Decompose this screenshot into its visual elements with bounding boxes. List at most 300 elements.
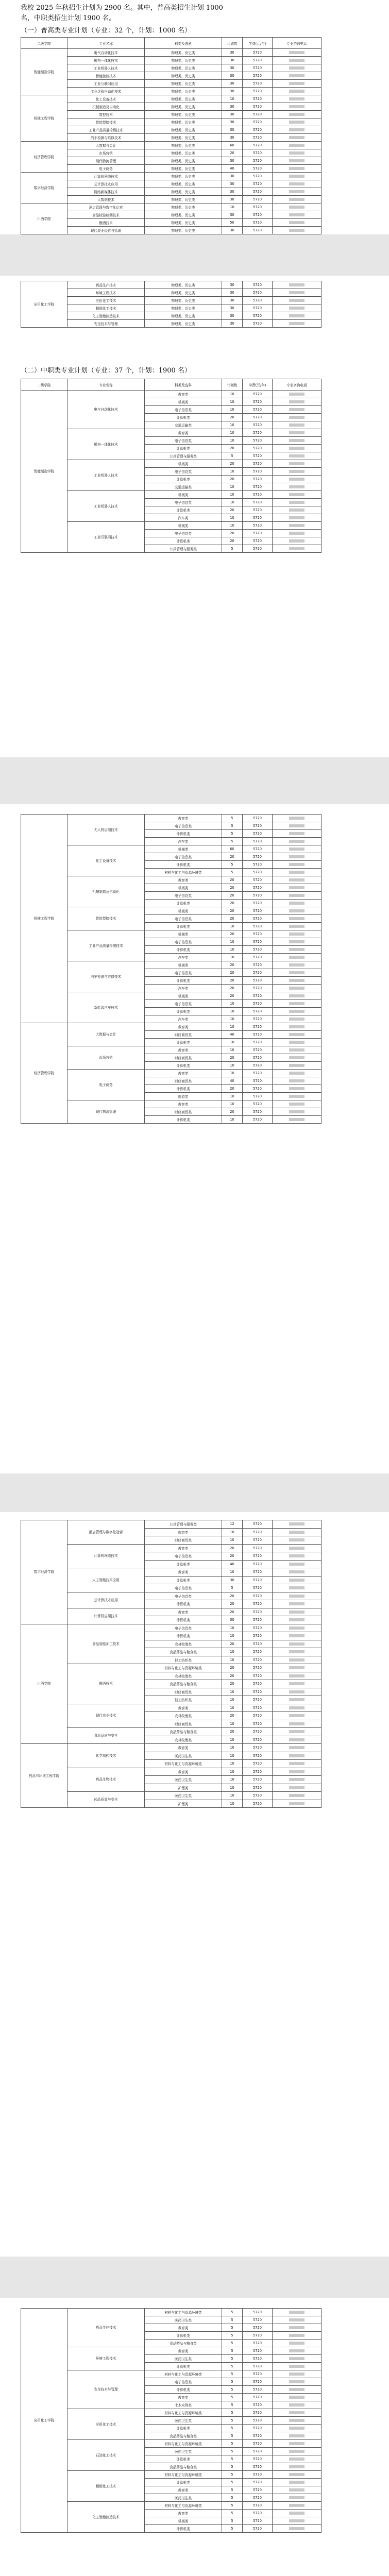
- contact-phone-redacted: [273, 915, 322, 923]
- fee-cell: 5720: [243, 149, 273, 157]
- contact-phone-redacted: [273, 391, 322, 398]
- redacted-phone: [289, 51, 305, 54]
- redacted-phone: [289, 90, 305, 93]
- redacted-phone: [289, 1579, 305, 1582]
- fee-cell: 5720: [243, 227, 273, 234]
- contact-phone-redacted: [273, 853, 322, 861]
- contact-phone-redacted: [273, 1031, 322, 1039]
- contact-phone-redacted: [273, 830, 322, 838]
- plan-count-cell: 10: [222, 1688, 243, 1696]
- contact-phone-redacted: [273, 1656, 322, 1664]
- plan-count-cell: 10: [222, 938, 243, 946]
- plan-count-cell: 30: [222, 312, 243, 320]
- subject-category-cell: 教育类: [145, 815, 222, 822]
- redacted-phone: [289, 824, 305, 827]
- fee-cell: 5720: [243, 499, 273, 506]
- redacted-phone: [289, 2342, 305, 2345]
- plan-count-cell: 10: [222, 1720, 243, 1728]
- plan-count-cell: 5: [222, 2386, 243, 2394]
- subject-category-cell: 计算机类: [145, 1560, 222, 1568]
- plan-count-cell: 10: [222, 514, 243, 522]
- redacted-phone: [289, 509, 305, 512]
- major-cell: 数控技术: [67, 111, 145, 118]
- contact-phone-redacted: [273, 946, 322, 954]
- fee-cell: 5720: [243, 126, 273, 134]
- subject-category-cell: 计算机类: [145, 2479, 222, 2486]
- plan-count-cell: 10: [222, 954, 243, 961]
- subject-category-cell: 教育类: [145, 2510, 222, 2517]
- major-cell: 精细化工技术: [67, 304, 145, 312]
- subject-category-cell: 轻工纺织类: [145, 1696, 222, 1704]
- page-gap: [0, 234, 389, 276]
- contact-phone-redacted: [273, 421, 322, 429]
- major-cell: 工业机器人技术: [67, 491, 145, 522]
- contact-phone-redacted: [273, 900, 322, 907]
- college-cell: 川酒学院: [21, 1624, 67, 1744]
- contact-phone-redacted: [273, 49, 322, 57]
- fee-cell: 5720: [243, 297, 273, 304]
- redacted-phone: [289, 1770, 305, 1773]
- plan-count-cell: 10: [222, 1768, 243, 1776]
- redacted-phone: [289, 1714, 305, 1717]
- redacted-phone: [289, 1079, 305, 1082]
- redacted-phone: [289, 1547, 305, 1550]
- subject-category-cell: 计算机类: [145, 2525, 222, 2533]
- major-cell: 现代农业经营与管理: [67, 227, 145, 234]
- contact-phone-redacted: [273, 2340, 322, 2347]
- plan-count-cell: 30: [222, 173, 243, 180]
- plan-count-cell: 30: [222, 196, 243, 204]
- redacted-phone: [289, 956, 305, 959]
- subject-category-cell: 电子信息类: [145, 915, 222, 923]
- subject-category-cell: 教育类: [145, 1070, 222, 1077]
- redacted-phone: [289, 1056, 305, 1059]
- subject-category-cell: 电子信息类: [145, 1000, 222, 1008]
- redacted-phone: [289, 840, 305, 843]
- plan-count-cell: 40: [222, 165, 243, 173]
- column-header: 科类及选科: [145, 38, 222, 49]
- redacted-phone: [289, 532, 305, 535]
- fee-cell: 5720: [243, 1664, 273, 1672]
- major-cell: 新能源汽车技术: [67, 992, 145, 1023]
- redacted-phone: [289, 416, 305, 419]
- subject-category-cell: 汽车类: [145, 1015, 222, 1023]
- major-cell: 石油化工技术: [67, 2440, 145, 2471]
- redacted-phone: [289, 1690, 305, 1693]
- contact-phone-redacted: [273, 165, 322, 173]
- fee-cell: 5720: [243, 1600, 273, 1608]
- plan-count-cell: 5: [222, 1584, 243, 1592]
- column-header: 科类及选科: [145, 379, 222, 391]
- subject-cell: 物理类、历史类: [145, 126, 222, 134]
- page-gap: [0, 757, 389, 804]
- contact-phone-redacted: [273, 95, 322, 103]
- subject-category-cell: 计算机类: [145, 946, 222, 954]
- plan-count-cell: 10: [222, 491, 243, 499]
- fee-cell: 5720: [243, 312, 273, 320]
- major-cell: 食品检验检测技术: [67, 211, 145, 219]
- subject-cell: 物理类、历史类: [145, 134, 222, 142]
- redacted-phone: [289, 2349, 305, 2352]
- subject-category-cell: 汽车类: [145, 985, 222, 992]
- plan-count-cell: 10: [222, 522, 243, 530]
- fee-cell: 5720: [243, 1704, 273, 1712]
- subject-category-cell: 材料与化工与资源环境类: [145, 2502, 222, 2510]
- plan-count-cell: 20: [222, 537, 243, 545]
- table-row: [21, 1520, 322, 1529]
- subject-category-cell: 食品药品与粮食类: [145, 2463, 222, 2471]
- redacted-phone: [289, 439, 305, 442]
- major-cell: 工业互联网技术: [67, 522, 145, 553]
- subject-category-cell: 计算机类: [145, 2386, 222, 2394]
- redacted-phone: [289, 175, 305, 178]
- contact-phone-redacted: [273, 289, 322, 297]
- redacted-phone: [289, 1618, 305, 1621]
- redacted-phone: [289, 524, 305, 527]
- redacted-phone: [289, 909, 305, 912]
- subject-cell: 物理类、历史类: [145, 80, 222, 88]
- fee-cell: 5720: [243, 1568, 273, 1577]
- major-cell: 计算机应用技术: [67, 1608, 145, 1624]
- plan-count-cell: 10: [222, 429, 243, 437]
- fee-cell: 5720: [243, 1800, 273, 1808]
- fee-cell: 5720: [243, 1046, 273, 1054]
- contact-phone-redacted: [273, 861, 322, 869]
- redacted-phone: [289, 2380, 305, 2383]
- subject-category-cell: 食品药品与粮食类: [145, 1728, 222, 1736]
- contact-phone-redacted: [273, 64, 322, 72]
- plan-count-cell: 20: [222, 1552, 243, 1561]
- fee-cell: 5720: [243, 95, 273, 103]
- table3-table: [21, 379, 322, 553]
- fee-cell: 5720: [243, 822, 273, 830]
- plan-count-cell: 20: [222, 445, 243, 452]
- intro-text: [21, 3, 371, 24]
- major-cell: 食品智能加工技术: [67, 1624, 145, 1664]
- contact-phone-redacted: [273, 1584, 322, 1592]
- subject-category-cell: 材料与化工与资源环境类: [145, 2440, 222, 2448]
- contact-phone-redacted: [273, 530, 322, 537]
- contact-phone-redacted: [273, 204, 322, 211]
- contact-phone-redacted: [273, 406, 322, 414]
- subject-category-cell: 农林牧渔类: [145, 1672, 222, 1680]
- major-cell: 工业过程自动化技术: [67, 88, 145, 95]
- plan-count-cell: 10: [222, 946, 243, 954]
- fee-cell: 5720: [243, 522, 273, 530]
- contact-phone-redacted: [273, 2355, 322, 2363]
- contact-phone-redacted: [273, 2332, 322, 2340]
- fee-cell: 5720: [243, 2332, 273, 2340]
- contact-phone-redacted: [273, 1760, 322, 1768]
- contact-phone-redacted: [273, 1544, 322, 1552]
- column-header: 二级学院: [21, 38, 67, 49]
- redacted-phone: [289, 2357, 305, 2360]
- fee-cell: 5720: [243, 173, 273, 180]
- plan-count-cell: 10: [222, 1100, 243, 1108]
- contact-phone-redacted: [273, 126, 322, 134]
- contact-phone-redacted: [273, 545, 322, 553]
- contact-phone-redacted: [273, 1000, 322, 1008]
- plan-count-cell: 5: [222, 2355, 243, 2363]
- contact-phone-redacted: [273, 476, 322, 483]
- subject-category-cell: 教育类: [145, 1608, 222, 1616]
- column-header: 学费(元/年): [243, 379, 273, 391]
- fee-cell: 5720: [243, 892, 273, 900]
- column-header: 专业名称: [67, 379, 145, 391]
- contact-phone-redacted: [273, 1672, 322, 1680]
- plan-count-cell: 20: [222, 892, 243, 900]
- subject-cell: 物理类、历史类: [145, 304, 222, 312]
- fee-cell: 5720: [243, 1776, 273, 1784]
- fee-cell: 5720: [243, 468, 273, 476]
- fee-cell: 5720: [243, 1632, 273, 1640]
- contact-phone-redacted: [273, 491, 322, 499]
- redacted-phone: [289, 1586, 305, 1589]
- plan-count-cell: 30: [222, 118, 243, 126]
- subject-cell: 物理类、历史类: [145, 103, 222, 111]
- subject-category-cell: 计算机类: [145, 830, 222, 838]
- major-cell: 市场营销: [67, 1046, 145, 1070]
- plan-count-cell: 10: [222, 499, 243, 506]
- redacted-phone: [289, 221, 305, 224]
- plan-count-cell: 20: [222, 1108, 243, 1116]
- redacted-phone: [289, 74, 305, 77]
- fee-cell: 5720: [243, 838, 273, 845]
- plan-count-cell: 30: [222, 180, 243, 188]
- subject-category-cell: 教育类: [145, 2347, 222, 2355]
- subject-category-cell: 财经商贸类: [145, 1688, 222, 1696]
- contact-phone-redacted: [273, 2378, 322, 2386]
- table6-table: [21, 2308, 322, 2533]
- contact-phone-redacted: [273, 1800, 322, 1808]
- plan-count-cell: 20: [222, 1600, 243, 1608]
- fee-cell: 5720: [243, 2340, 273, 2347]
- contact-phone-redacted: [273, 134, 322, 142]
- subject-category-cell: 电子信息类: [145, 406, 222, 414]
- fee-cell: 5720: [243, 2502, 273, 2510]
- major-cell: 化工智能制造技术: [67, 2502, 145, 2533]
- subject-cell: 物理类、历史类: [145, 281, 222, 289]
- contact-phone-redacted: [273, 2425, 322, 2432]
- redacted-phone: [289, 894, 305, 897]
- fee-cell: 5720: [243, 157, 273, 165]
- redacted-phone: [289, 431, 305, 434]
- major-cell: 药品生物技术: [67, 1768, 145, 1792]
- plan-count-cell: 30: [222, 57, 243, 64]
- plan-count-cell: 5: [222, 545, 243, 553]
- fee-cell: 5720: [243, 165, 273, 173]
- redacted-phone: [289, 1110, 305, 1113]
- redacted-phone: [289, 1602, 305, 1605]
- contact-phone-redacted: [273, 815, 322, 822]
- major-cell: 酒店管理与数字化运营: [67, 204, 145, 211]
- subject-cell: 物理类、历史类: [145, 88, 222, 95]
- fee-cell: 5720: [243, 1085, 273, 1093]
- contact-phone-redacted: [273, 923, 322, 930]
- major-cell: 电气自动化技术: [67, 49, 145, 57]
- subject-category-cell: 计算机类: [145, 414, 222, 421]
- plan-count-cell: 10: [222, 1792, 243, 1800]
- fee-cell: 5720: [243, 1640, 273, 1648]
- plan-count-cell: 10: [222, 398, 243, 406]
- contact-phone-redacted: [273, 111, 322, 118]
- page-gap: [0, 2257, 389, 2298]
- subject-category-cell: 机械类: [145, 992, 222, 1000]
- plan-count-cell: 30: [222, 281, 243, 289]
- redacted-phone: [289, 82, 305, 85]
- major-cell: 化工设备技术: [67, 845, 145, 876]
- intro-line-1: 我校 2025 年秋招生计划为 2900 名。其中，普高类招生计划 1000: [21, 4, 223, 12]
- redacted-phone: [289, 1570, 305, 1573]
- fee-cell: 5720: [243, 491, 273, 499]
- major-cell: 工业机器人技术: [67, 460, 145, 491]
- redacted-phone: [289, 314, 305, 317]
- fee-cell: 5720: [243, 1070, 273, 1077]
- plan-count-cell: 20: [222, 969, 243, 977]
- major-cell: 电子商务: [67, 1070, 145, 1100]
- redacted-phone: [289, 291, 305, 294]
- major-cell: 智能控制技术: [67, 72, 145, 80]
- contact-phone-redacted: [273, 876, 322, 884]
- plan-count-cell: 20: [222, 1544, 243, 1552]
- subject-category-cell: 电子信息类: [145, 1552, 222, 1561]
- fee-cell: 5720: [243, 954, 273, 961]
- redacted-phone: [289, 97, 305, 100]
- major-cell: 安全技术与管理: [67, 2370, 145, 2409]
- plan-count-cell: 30: [222, 188, 243, 196]
- subject-category-cell: 计算机类: [145, 1576, 222, 1584]
- redacted-phone: [289, 229, 305, 232]
- plan-count-cell: 5: [222, 2370, 243, 2378]
- redacted-phone: [289, 1010, 305, 1013]
- contact-phone-redacted: [273, 1077, 322, 1085]
- redacted-phone: [289, 1002, 305, 1005]
- contact-phone-redacted: [273, 2510, 322, 2517]
- plan-count-cell: 5: [222, 830, 243, 838]
- contact-phone-redacted: [273, 1054, 322, 1062]
- subject-category-cell: 计算机类: [145, 1616, 222, 1624]
- redacted-phone: [289, 213, 305, 216]
- contact-phone-redacted: [273, 884, 322, 892]
- fee-cell: 5720: [243, 142, 273, 149]
- plan-count-cell: 5: [222, 2479, 243, 2486]
- subject-category-cell: 教育类: [145, 2486, 222, 2494]
- contact-phone-redacted: [273, 80, 322, 88]
- plan-count-cell: 20: [222, 853, 243, 861]
- plan-count-cell: 10: [222, 1536, 243, 1545]
- plan-count-cell: 5: [222, 2471, 243, 2479]
- subject-category-cell: 医药卫生类: [145, 2316, 222, 2324]
- redacted-phone: [289, 1706, 305, 1709]
- plan-count-cell: 20: [222, 1680, 243, 1688]
- fee-cell: 5720: [243, 1008, 273, 1015]
- plan-count-cell: 10: [222, 1744, 243, 1752]
- fee-cell: 5720: [243, 111, 273, 118]
- redacted-phone: [289, 283, 305, 286]
- subject-category-cell: 计算机类: [145, 537, 222, 545]
- plan-count-cell: 40: [222, 1031, 243, 1039]
- subject-category-cell: 教育类: [145, 429, 222, 437]
- subject-category-cell: 机械类: [145, 907, 222, 915]
- fee-cell: 5720: [243, 118, 273, 126]
- redacted-phone: [289, 1802, 305, 1805]
- redacted-phone: [289, 1018, 305, 1021]
- plan-count-cell: 30: [222, 289, 243, 297]
- contact-phone-redacted: [273, 930, 322, 938]
- redacted-phone: [289, 1650, 305, 1653]
- fee-cell: 5720: [243, 2370, 273, 2378]
- redacted-phone: [289, 1722, 305, 1725]
- college-cell: 智能制造学院: [21, 391, 67, 553]
- fee-cell: 5720: [243, 1792, 273, 1800]
- plan-count-cell: 20: [222, 961, 243, 969]
- fee-cell: 5720: [243, 1696, 273, 1704]
- subject-category-cell: 计算机类: [145, 2455, 222, 2463]
- fee-cell: 5720: [243, 476, 273, 483]
- subject-category-cell: 电子信息类: [145, 892, 222, 900]
- contact-phone-redacted: [273, 1792, 322, 1800]
- major-cell: 市场营销: [67, 149, 145, 157]
- subject-category-cell: 医药卫生类: [145, 2494, 222, 2502]
- subject-category-cell: 医药卫生类: [145, 2448, 222, 2455]
- column-header: 专业咨询电话: [273, 379, 322, 391]
- plan-count-cell: 20: [222, 1592, 243, 1600]
- plan-count-cell: 20: [222, 1672, 243, 1680]
- subject-category-cell: 食品药品与粮食类: [145, 1680, 222, 1688]
- contact-phone-redacted: [273, 2502, 322, 2510]
- contact-phone-redacted: [273, 2455, 322, 2463]
- redacted-phone: [289, 817, 305, 820]
- contact-phone-redacted: [273, 1768, 322, 1776]
- contact-phone-redacted: [273, 2471, 322, 2479]
- redacted-phone: [289, 1538, 305, 1541]
- plan-count-cell: 5: [222, 2455, 243, 2463]
- plan-count-cell: 30: [222, 72, 243, 80]
- table-row: [21, 49, 322, 57]
- plan-count-cell: 10: [222, 1015, 243, 1023]
- table-header-row: [21, 379, 322, 391]
- subject-cell: 物理类、历史类: [145, 72, 222, 80]
- fee-cell: 5720: [243, 204, 273, 211]
- plan-count-cell: 10: [222, 1752, 243, 1760]
- fee-cell: 5720: [243, 1560, 273, 1568]
- contact-phone-redacted: [273, 1696, 322, 1704]
- plan-count-cell: 10: [222, 1008, 243, 1015]
- plan-count-cell: 10: [222, 1093, 243, 1100]
- redacted-phone: [289, 2527, 305, 2530]
- fee-cell: 5720: [243, 1752, 273, 1760]
- college-cell: 药品与环境工程学院: [21, 1744, 67, 1808]
- contact-phone-redacted: [273, 312, 322, 320]
- plan-count-cell: 12: [222, 1520, 243, 1529]
- plan-count-cell: 20: [222, 876, 243, 884]
- fee-cell: 5720: [243, 180, 273, 188]
- redacted-phone: [289, 933, 305, 936]
- subject-category-cell: 教育类: [145, 1100, 222, 1108]
- subject-category-cell: 汽车类: [145, 954, 222, 961]
- contact-phone-redacted: [273, 2401, 322, 2409]
- contact-phone-redacted: [273, 2494, 322, 2502]
- redacted-phone: [289, 2519, 305, 2522]
- fee-cell: 5720: [243, 1528, 273, 1536]
- contact-phone-redacted: [273, 227, 322, 234]
- subject-category-cell: 电子信息类: [145, 969, 222, 977]
- redacted-phone: [289, 462, 305, 465]
- redacted-phone: [289, 1626, 305, 1630]
- contact-phone-redacted: [273, 1008, 322, 1015]
- fee-cell: 5720: [243, 429, 273, 437]
- fee-cell: 5720: [243, 876, 273, 884]
